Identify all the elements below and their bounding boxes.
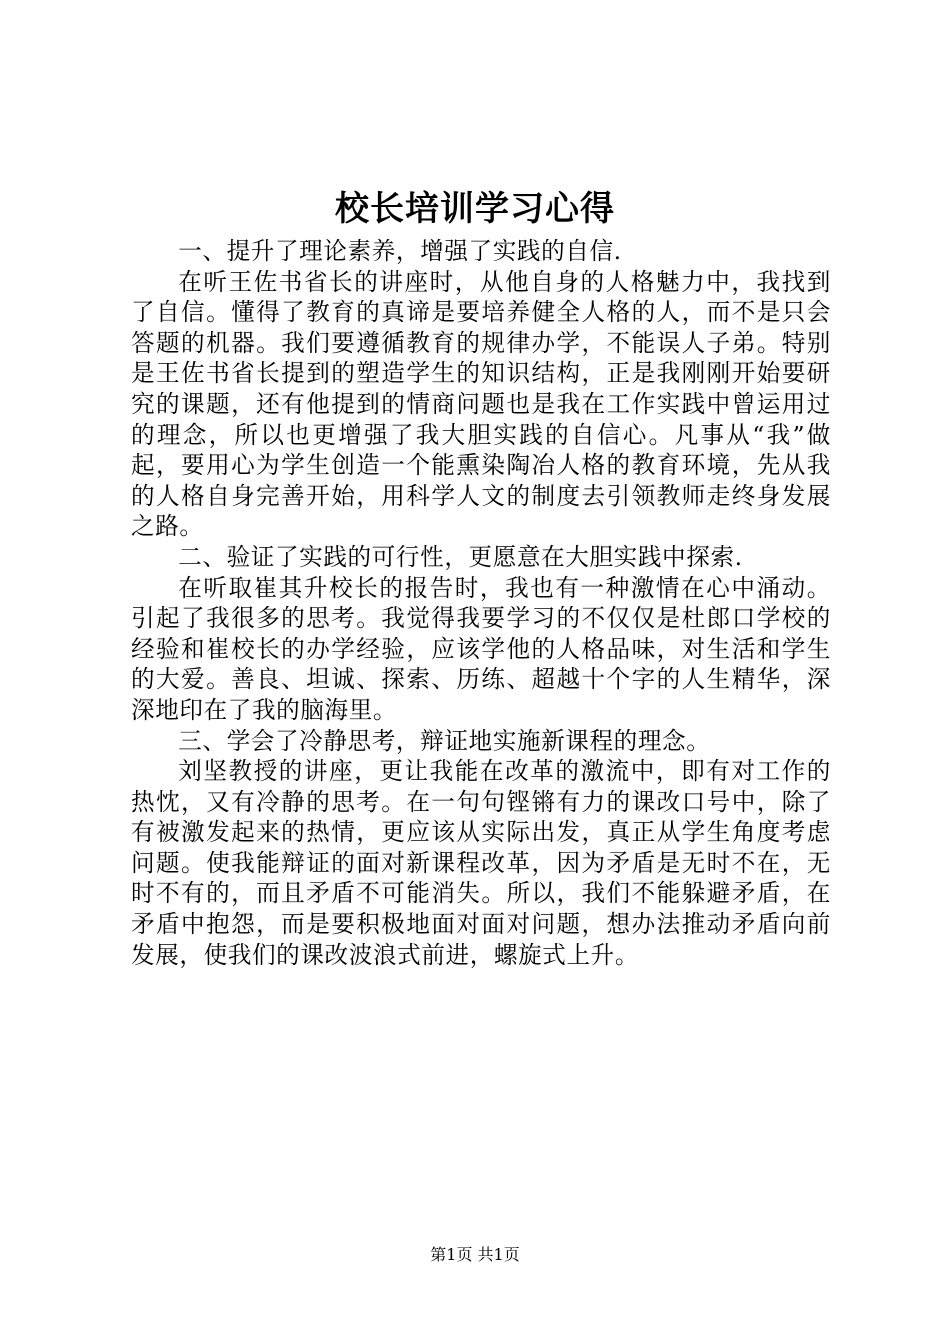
document-title: 校长培训学习心得 [335,189,615,229]
section-heading-3: 三、学会了冷静思考，辩证地实施新课程的理念。 [178,726,711,755]
section-heading-2: 二、验证了实践的可行性，更愿意在大胆实践中探索. [178,542,743,571]
page-footer: 第1页 共1页 [430,1245,520,1264]
paragraph-3: 刘坚教授的讲座，更让我能在改革的激流中，即有对工作的热忱，又有冷静的思考。在一句句铿锵有力的课改口号中，除了有被激发起来的热情，更应该从实际出发，真正从学生角度考虑问题。使我能辩证的面对新课程改革，因为矛盾是无时不在，无时不有的，而且矛盾不可能消失。所以，我们不能躲避矛盾，在矛盾中抱怨，而是要积极地面对面对问题，想办法推动矛盾向前发展，使我们的课改波浪式前进，螺旋式上升。 [131,757,831,969]
section-heading-1: 一、提升了理论素养，增强了实践的自信. [178,237,622,265]
document-body [131,236,831,970]
paragraph-2: 在听取崔其升校长的报告时，我也有一种激情在心中涌动。引起了我很多的思考。我觉得我要学习的不仅仅是杜郎口学校的经验和崔校长的办学经验，应该学他的人格品味，对生活和学生的大爱。善良、坦诚、探索、历练、超越十个字的人生精华，深深地印在了我的脑海里。 [131,573,831,724]
paragraph-1: 在听王佐书省长的讲座时，从他自身的人格魅力中，我找到了自信。懂得了教育的真谛是要培养健全人格的人，而不是只会答题的机器。我们要遵循教育的规律办学，不能误人子弟。特别是王佐书省长提到的塑造学生的知识结构，正是我刚刚开始要研究的课题，还有他提到的情商问题也是我在工作实践中曾运用过的理念，所以也更增强了我大胆实践的自信心。凡事从“我”做起，要用心为学生创造一个能熏染陶冶人格的教育环境，先从我的人格自身完善开始，用科学人文的制度去引领教师走终身发展之路。 [131,267,831,541]
